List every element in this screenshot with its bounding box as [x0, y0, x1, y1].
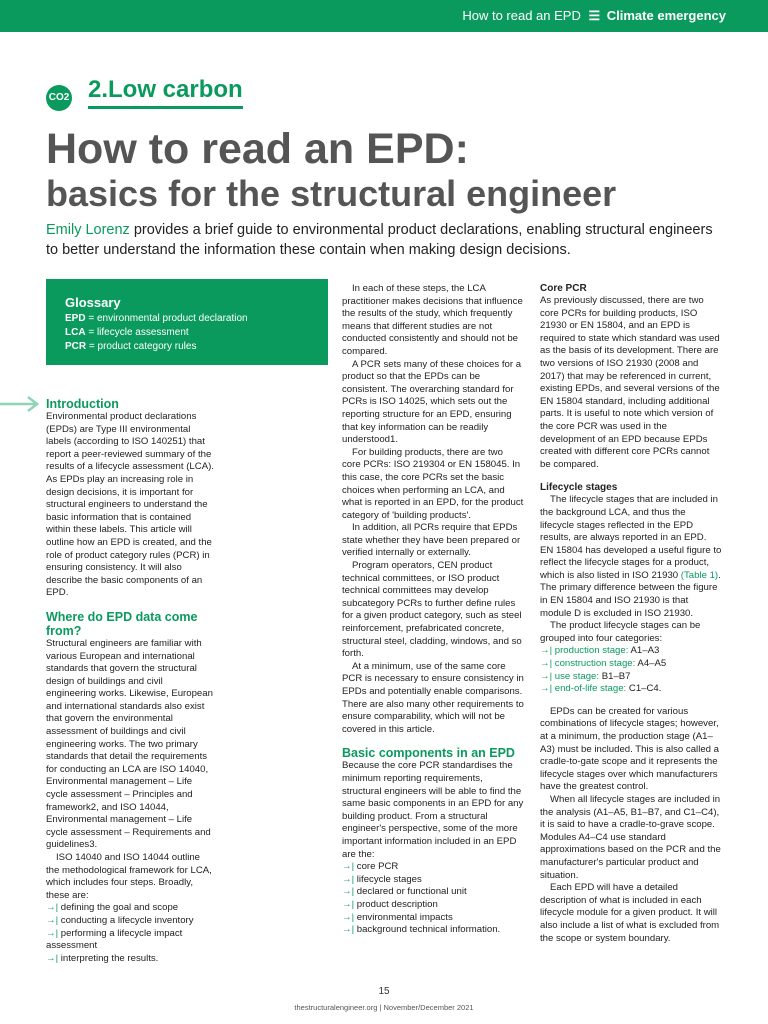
paragraph: EPDs can be created for various combinations of lifecycle stages; however, at a minimum, the production stage (A1–A3) must be included. This is also called a cradle-to-gate scope and it represents the lifecycle stages over which manufacturers have the greatest control.: [540, 705, 719, 793]
co2-badge-icon: CO2: [46, 85, 72, 111]
list-item: →| lifecycle stages: [342, 873, 422, 885]
section-name: Climate emergency: [606, 8, 726, 23]
lifecycle-text: The lifecycle stages that are included in the background LCA, and thus the lifecycle stages reflected in the EPD results, are always reported in an EPD. EN 15804 has developed a useful figure to reflect the lifecycle stages for a product, which is also listed in ISO 21930 (Table 1). The primary difference between the figure in EN 15804 and ISO 21930 is that module D is excluded in ISO 21930.: [540, 494, 722, 619]
paragraph: At a minimum, use of the same core PCR is necessary to ensure consistency in EPDs and potentially enable comparisons. There are also many other requirements to ensure comparability, which will not be covered in this article.: [342, 660, 524, 735]
paragraph: In each of these steps, the LCA practitioner makes decisions that influence the results of the study, which frequently means that different studies are not conducted consistently and should not be compared.: [342, 283, 523, 357]
list-item: →| performing a lifecycle impact assessment: [46, 927, 183, 952]
list-item: →| defining the goal and scope: [46, 902, 179, 914]
table-reference: (Table 1): [680, 569, 719, 581]
intro-text: Environmental product declarations (EPDs) are Type III environmental labels (according to ISO 140251) that report a peer-reviewed summary of the results of a lifecycle assessment (LCA). As EPDs play an increasing role in design decisions, it is important for structural engineers to understand the basic information that is contained within these labels. This article will outline how an EPD is created, and the role of product category rules (PCR) in ensuring consistency. It will also describe the basic components of an EPD.: [46, 411, 214, 599]
iso-text: ISO 14040 and ISO 14044 outline the methodological framework for LCA, which includes four steps. Broadly, these are:: [46, 852, 212, 901]
arrow-right-icon: [0, 396, 42, 412]
section-label: 2.Low carbon: [88, 76, 243, 109]
menu-icon: ☰: [588, 8, 601, 23]
paragraph: In addition, all PCRs require that EPDs state whether they have been prepared or verified internally or externally.: [342, 522, 521, 559]
where-text: Structural engineers are familiar with various European and international standards that govern the structural design of buildings and civil engineering works. Likewise, European and international standards also exist that govern the environmental assessment of buildings and civil engineering works. The two primary standards that detail the requirements for conducting an LCA are ISO 14040, Environmental management – Life cycle assessment – Principles and framework2, and ISO 14044, Environmental management – Life cycle assessment – Requirements and guidelines3.: [46, 637, 213, 851]
running-header: [462, 8, 726, 24]
standfirst: [46, 220, 726, 260]
groups-intro: The product lifecycle stages can be grouped into four categories:: [540, 620, 701, 644]
paragraph: When all lifecycle stages are included in the analysis (A1–A5, B1–B7, and C1–C4), it is said to have a cradle-to-grave scope. Modules A4–C4 use standard approximations based on the PCR and the manufacturer's particular product and situation.: [540, 793, 721, 881]
list-item: →| end-of-life stage: C1–C4.: [540, 683, 662, 695]
where-heading: Where do EPD data come from?: [46, 609, 198, 638]
paragraph: For building products, there are two core PCRs: ISO 219304 or EN 158045. In this case, the core PCRs set the basic choices when performing an LCA, and what is reported in an EPD, for the product category of 'building products'.: [342, 446, 524, 521]
paragraph: A PCR sets many of these choices for a product so that the EPDs can be consistent. The overarching standard for PCRs is ISO 14025, which sets out the reporting structure for an EPD, ensuring that key information can be readily understood1.: [342, 358, 522, 446]
list-item: →| interpreting the results.: [46, 952, 159, 964]
list-item: →| construction stage: A4–A5: [540, 658, 667, 670]
running-title: How to read an EPD: [462, 8, 581, 23]
article-subtitle: basics for the structural engineer: [46, 173, 617, 214]
column-2: [342, 283, 524, 937]
basic-components-heading: Basic components in an EPD: [342, 746, 515, 761]
core-pcr-heading: Core PCR: [540, 283, 587, 294]
header-bar: [0, 0, 768, 32]
glossary-item: LCA = lifecycle assessment: [65, 327, 189, 338]
glossary-box: [46, 279, 328, 365]
list-item: →| declared or functional unit: [342, 886, 467, 898]
list-item: →| environmental impacts: [342, 911, 453, 923]
column-3: [540, 282, 722, 945]
author-name: Emily Lorenz: [46, 222, 130, 238]
list-item: →| conducting a lifecycle inventory: [46, 914, 194, 926]
standfirst-text: provides a brief guide to environmental product declarations, enabling structural engineers to better understand the information these contain when making design decisions.: [46, 222, 713, 258]
footer: thestructuralengineer.org | November/December 2021: [294, 1003, 474, 1012]
glossary-heading: Glossary: [65, 295, 121, 310]
list-item: →| background technical information.: [342, 924, 501, 936]
basic-components-text: Because the core PCR standardises the minimum reporting requirements, structural engineers will be able to find the same basic components in an EPD for any building product. From a structural engineer's perspective, some of the more important information included in an EPD are the:: [342, 760, 524, 860]
list-item: →| product description: [342, 898, 438, 910]
core-pcr-text: As previously discussed, there are two core PCRs for building products, ISO 21930 or EN 15804, and an EPD is required to state which standard was used as the basis of its development. There are two versions of ISO 21930 (2008 and 2017) that may be referenced in current, existing EPDs, and several versions of the EN 15804 standard, including additional parts. It is useful to note which version of the core PCR was used in the development of an EPD because EPDs created with different core PCRs cannot be compared.: [540, 295, 720, 470]
list-item: →| use stage: B1–B7: [540, 670, 631, 682]
paragraph: Program operators, CEN product technical committees, or ISO product technical committees may develop subcategory PCRs to further define rules for a given product category, such as steel reinforcement, prefabricated concrete, structural steel, cladding, windows, and so forth.: [342, 560, 522, 660]
page-number: 15: [378, 986, 390, 997]
lifecycle-heading: Lifecycle stages: [540, 482, 618, 494]
glossary-item: EPD = environmental product declaration: [65, 313, 248, 324]
paragraph: Each EPD will have a detailed description of what is included in each lifecycle module for a given product. It will also include a list of what is excluded from the scope or system boundary.: [540, 882, 720, 944]
article-title: How to read an EPD:: [46, 125, 469, 173]
intro-heading: Introduction: [46, 397, 119, 411]
list-item: →| production stage: A1–A3: [540, 645, 660, 657]
column-1: [46, 397, 214, 965]
list-item: →| core PCR: [342, 861, 399, 873]
glossary-item: PCR = product category rules: [65, 341, 197, 352]
